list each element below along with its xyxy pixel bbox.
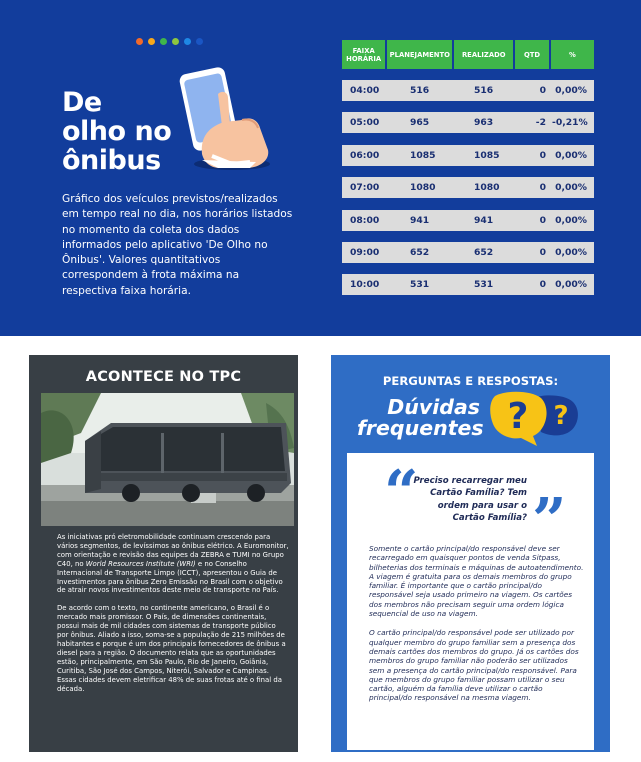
- table-cell: 0: [539, 182, 546, 194]
- table-cell: 04:00: [350, 85, 380, 96]
- news-paragraph: De acordo com o texto, no continente americano, o Brasil é o mercado mais promissor. O País, de dimensões continentais, possui mais de mil cidades com sistemas de transporte público por ônibus. Aliado a isso, soma-se a população de 215 milhões de habitantes e porque é um dos principais fornecedores de ônibus a diesel para a região. O documento relata que as oportunidades estão, principalmente, em São Paulo, Rio de Janeiro, Goiânia, Curitiba, São José dos Campos, Niterói, Salvador e Campinas. Essas cidades devem eletrificar 48% de suas frotas até o final da década.: [57, 604, 286, 693]
- table-cell: 0,00%: [555, 149, 587, 161]
- color-dot: [184, 38, 191, 45]
- table-row: [342, 210, 594, 231]
- hero-description: Gráfico dos veículos previstos/realizados em tempo real no dia, nos horários listados no momento da coleta dos dados informados pelo aplicativo 'De Olho no Ônibus'. Valores quantitativos correspondem à frota máxima na respectiva faixa horária.: [62, 193, 293, 297]
- news-paragraph-text: e no Conselho Internacional de Transporte Limpo (ICCT), apresentou o Guia de Investimentos para ônibus Zero Emissão no Brasil com o objetivo de atrair novos investimentos deste meio de transporte no País.: [57, 559, 283, 595]
- news-title: ACONTECE NO TPC: [85, 369, 242, 385]
- header-cell: QTD: [515, 40, 548, 69]
- table-cell: 0,00%: [555, 182, 587, 194]
- table-cell: 1080: [474, 182, 500, 194]
- table-cell: 05:00: [350, 117, 380, 129]
- hero-band: [0, 0, 641, 336]
- color-dot: [136, 38, 143, 45]
- hero-title-line: olho no: [62, 116, 172, 147]
- faq-title: [357, 395, 484, 440]
- faq-title-line: Dúvidas: [387, 395, 480, 419]
- header-cell: FAIXA HORÁRIA: [342, 40, 385, 69]
- header-cell: %: [551, 40, 594, 69]
- table-cell: 06:00: [350, 149, 380, 161]
- question-mark-large: ?: [507, 396, 529, 437]
- table-cell: 652: [410, 246, 430, 258]
- table-cell: 965: [410, 117, 430, 129]
- table-cell: 1080: [410, 182, 436, 194]
- question-mark-small: ?: [553, 401, 569, 431]
- header-cell: PLANEJAMENTO: [387, 40, 452, 69]
- table-cell: 531: [410, 279, 430, 291]
- hero-title: [62, 88, 171, 175]
- news-paragraph: [57, 533, 289, 595]
- news-body: [57, 533, 289, 702]
- faq-title-line: frequentes: [357, 416, 484, 440]
- table-cell: 07:00: [350, 182, 380, 194]
- table-cell: 10:00: [350, 279, 380, 291]
- table-cell: 941: [410, 214, 430, 226]
- hand-phone-icon: [172, 64, 282, 174]
- table-cell: 1085: [474, 149, 500, 161]
- table-cell: 0,00%: [555, 214, 587, 226]
- faq-card: [347, 453, 594, 750]
- table-cell: 652: [474, 246, 494, 258]
- table-cell: 0: [539, 279, 546, 291]
- news-paragraph-text: As iniciativas pró eletromobilidade continuam crescendo para vários segmentos, de levíssimos ao ônibus elétrico. A Euromonitor, com orientação e revisão das equipes da ZEBRA e TUMI no Grupo C40, no: [57, 533, 289, 568]
- table-row: [342, 80, 594, 101]
- color-dot: [148, 38, 155, 45]
- table-cell: 1085: [410, 149, 436, 161]
- color-dot: [196, 38, 203, 45]
- faq-answer-paragraph: O cartão principal/do responsável pode ser utilizado por qualquer membro do grupo familiar sem a presença dos demais cartões dos membros do grupo. Já os cartões dos membros do grupo familiar não poderão ser utilizados sem a presença do cartão principal/do responsável. Para que membros do grupo familiar possam utilizar o seu cartão, alguém da família deve utilizar o cartão principal/do responsável na mesma viagem.: [369, 628, 579, 703]
- table-row: [342, 242, 594, 263]
- table-row: [342, 177, 594, 198]
- table-cell: 0,00%: [555, 246, 587, 258]
- close-quote-icon: ”: [532, 486, 567, 556]
- table-cell: 0: [539, 85, 546, 96]
- electric-bus-photo: [41, 393, 294, 526]
- question-bubbles-icon: [487, 390, 583, 450]
- table-cell: 09:00: [350, 246, 380, 258]
- header-cell: REALIZADO: [454, 40, 513, 69]
- color-dot: [172, 38, 179, 45]
- table-cell: 941: [474, 214, 494, 226]
- table-cell: 0,00%: [555, 279, 587, 291]
- table-cell: 516: [474, 85, 494, 96]
- table-cell: -0,21%: [552, 117, 588, 129]
- open-quote-icon: “: [384, 458, 419, 528]
- color-dots: [136, 38, 203, 45]
- table-row: [342, 145, 594, 166]
- table-cell: 0,00%: [555, 85, 587, 96]
- faq-answer: [369, 544, 584, 713]
- table-cell: 0: [539, 214, 546, 226]
- table-cell: 516: [410, 85, 430, 96]
- table-cell: 0: [539, 246, 546, 258]
- news-paragraph-emphasis: World Resources Institute (WRI): [85, 559, 196, 568]
- table-header: [342, 40, 594, 69]
- table-cell: 0: [539, 149, 546, 161]
- faq-kicker: PERGUNTAS E RESPOSTAS:: [382, 374, 559, 388]
- hero-title-line: De: [62, 87, 102, 118]
- table-cell: 08:00: [350, 214, 380, 226]
- faq-question: Preciso recarregar meu Cartão Família? Tem ordem para usar o Cartão Família?: [413, 476, 527, 524]
- faq-panel: [331, 355, 610, 752]
- table-row: [342, 112, 594, 133]
- table-body: [342, 80, 594, 295]
- table-cell: -2: [535, 117, 546, 129]
- table-cell: 963: [474, 117, 494, 129]
- table-cell: 531: [474, 279, 494, 291]
- hero-title-line: ônibus: [62, 145, 161, 176]
- news-panel: [29, 355, 298, 752]
- color-dot: [160, 38, 167, 45]
- table-row: [342, 274, 594, 295]
- faq-answer-paragraph: Somente o cartão principal/do responsável deve ser recarregado em quaisquer pontos de venda Sitpass, bilheterias dos terminais e máquinas de autoatendimento. A viagem é gratuita para os demais membros do grupo familiar. É importante que o cartão principal/do responsável seja usado primeiro na viagem. Os cartões dos membros não precisam seguir uma ordem lógica sequencial de uso na viagem.: [369, 544, 584, 619]
- fleet-table: [342, 40, 594, 307]
